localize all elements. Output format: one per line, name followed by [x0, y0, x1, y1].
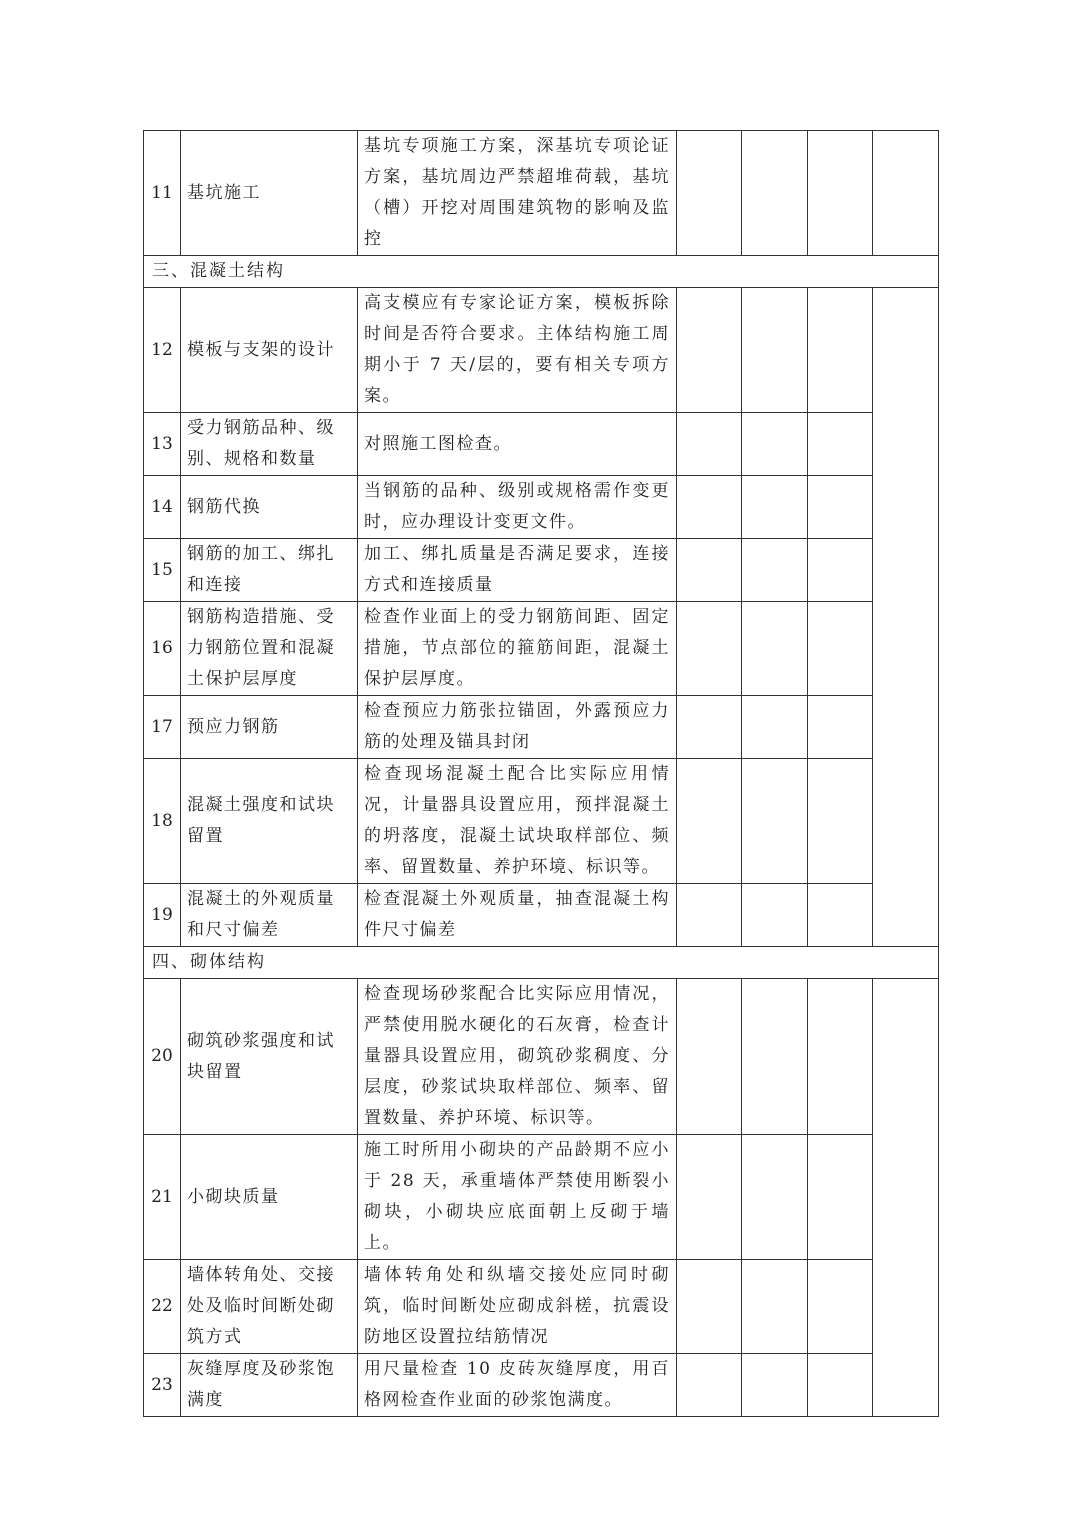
blank-cell — [808, 696, 873, 759]
row-number: 16 — [144, 602, 181, 696]
blank-cell — [677, 1135, 742, 1260]
blank-cell — [808, 476, 873, 539]
check-item: 混凝土的外观质量和尺寸偏差 — [181, 884, 358, 947]
blank-cell — [742, 1354, 808, 1417]
blank-cell — [677, 602, 742, 696]
check-requirement: 检查现场混凝土配合比实际应用情况，计量器具设置应用，预拌混凝土的坍落度，混凝土试块取样部位、频率、留置数量、养护环境、标识等。 — [358, 759, 677, 884]
blank-cell — [677, 413, 742, 476]
check-requirement: 加工、绑扎质量是否满足要求，连接方式和连接质量 — [358, 539, 677, 602]
table-row — [144, 288, 939, 413]
table-row — [144, 759, 939, 884]
row-number: 15 — [144, 539, 181, 602]
blank-cell — [808, 131, 873, 256]
blank-cell — [808, 288, 873, 413]
row-number: 17 — [144, 696, 181, 759]
check-item: 钢筋的加工、绑扎和连接 — [181, 539, 358, 602]
blank-cell — [742, 288, 808, 413]
blank-cell — [742, 1135, 808, 1260]
blank-cell — [742, 979, 808, 1135]
check-item: 混凝土强度和试块留置 — [181, 759, 358, 884]
section-row — [144, 256, 939, 288]
blank-cell — [742, 539, 808, 602]
blank-cell — [677, 288, 742, 413]
blank-cell — [742, 884, 808, 947]
check-requirement: 检查现场砂浆配合比实际应用情况，严禁使用脱水硬化的石灰膏，检查计量器具设置应用，砌筑砂浆稠度、分层度，砂浆试块取样部位、频率、留置数量、养护环境、标识等。 — [358, 979, 677, 1135]
blank-cell — [677, 1260, 742, 1354]
blank-cell — [677, 539, 742, 602]
blank-cell — [677, 476, 742, 539]
blank-cell — [742, 602, 808, 696]
table-row — [144, 979, 939, 1135]
row-number: 20 — [144, 979, 181, 1135]
table-row — [144, 602, 939, 696]
blank-cell — [677, 1354, 742, 1417]
table-row — [144, 1354, 939, 1417]
check-item: 预应力钢筋 — [181, 696, 358, 759]
blank-cell — [873, 131, 939, 256]
table-row — [144, 539, 939, 602]
check-requirement: 对照施工图检查。 — [358, 413, 677, 476]
row-number: 18 — [144, 759, 181, 884]
check-item: 受力钢筋品种、级别、规格和数量 — [181, 413, 358, 476]
check-item: 钢筋代换 — [181, 476, 358, 539]
blank-cell — [742, 476, 808, 539]
row-number: 19 — [144, 884, 181, 947]
blank-cell — [808, 979, 873, 1135]
row-number: 13 — [144, 413, 181, 476]
blank-cell — [742, 696, 808, 759]
blank-merged-cell — [873, 979, 939, 1417]
row-number: 23 — [144, 1354, 181, 1417]
row-number: 22 — [144, 1260, 181, 1354]
check-item: 钢筋构造措施、受力钢筋位置和混凝土保护层厚度 — [181, 602, 358, 696]
check-requirement: 基坑专项施工方案，深基坑专项论证方案，基坑周边严禁超堆荷载，基坑（槽）开挖对周围建筑物的影响及监控 — [358, 131, 677, 256]
table-row — [144, 476, 939, 539]
inspection-checklist-table — [143, 130, 939, 1417]
blank-cell — [742, 131, 808, 256]
row-number: 12 — [144, 288, 181, 413]
check-requirement: 施工时所用小砌块的产品龄期不应小于 28 天，承重墙体严禁使用断裂小砌块，小砌块应底面朝上反砌于墙上。 — [358, 1135, 677, 1260]
blank-cell — [742, 759, 808, 884]
check-item: 模板与支架的设计 — [181, 288, 358, 413]
check-item: 墙体转角处、交接处及临时间断处砌筑方式 — [181, 1260, 358, 1354]
blank-cell — [677, 759, 742, 884]
table-row — [144, 413, 939, 476]
check-item: 基坑施工 — [181, 131, 358, 256]
row-number: 14 — [144, 476, 181, 539]
check-requirement: 用尺量检查 10 皮砖灰缝厚度，用百格网检查作业面的砂浆饱满度。 — [358, 1354, 677, 1417]
check-item: 小砌块质量 — [181, 1135, 358, 1260]
check-requirement: 高支模应有专家论证方案，模板拆除时间是否符合要求。主体结构施工周期小于 7 天/层的，要有相关专项方案。 — [358, 288, 677, 413]
blank-cell — [808, 1354, 873, 1417]
check-requirement: 墙体转角处和纵墙交接处应同时砌筑，临时间断处应砌成斜槎，抗震设防地区设置拉结筋情况 — [358, 1260, 677, 1354]
blank-cell — [742, 413, 808, 476]
check-requirement: 当钢筋的品种、级别或规格需作变更时，应办理设计变更文件。 — [358, 476, 677, 539]
section-row — [144, 947, 939, 979]
blank-cell — [808, 884, 873, 947]
blank-cell — [677, 696, 742, 759]
blank-cell — [808, 413, 873, 476]
table-row — [144, 1260, 939, 1354]
row-number: 11 — [144, 131, 181, 256]
blank-cell — [677, 131, 742, 256]
blank-cell — [808, 539, 873, 602]
blank-cell — [808, 1135, 873, 1260]
blank-cell — [677, 979, 742, 1135]
check-requirement: 检查混凝土外观质量，抽查混凝土构件尺寸偏差 — [358, 884, 677, 947]
check-item: 砌筑砂浆强度和试块留置 — [181, 979, 358, 1135]
check-requirement: 检查预应力筋张拉锚固，外露预应力筋的处理及锚具封闭 — [358, 696, 677, 759]
blank-cell — [808, 759, 873, 884]
section-heading: 三、混凝土结构 — [144, 256, 939, 288]
table-row — [144, 1135, 939, 1260]
row-number: 21 — [144, 1135, 181, 1260]
table-row — [144, 884, 939, 947]
blank-cell — [808, 1260, 873, 1354]
blank-cell — [742, 1260, 808, 1354]
check-requirement: 检查作业面上的受力钢筋间距、固定措施，节点部位的箍筋间距，混凝土保护层厚度。 — [358, 602, 677, 696]
check-item: 灰缝厚度及砂浆饱满度 — [181, 1354, 358, 1417]
blank-cell — [808, 602, 873, 696]
blank-merged-cell — [873, 288, 939, 947]
blank-cell — [677, 884, 742, 947]
table-row — [144, 131, 939, 256]
table-row — [144, 696, 939, 759]
section-heading: 四、砌体结构 — [144, 947, 939, 979]
